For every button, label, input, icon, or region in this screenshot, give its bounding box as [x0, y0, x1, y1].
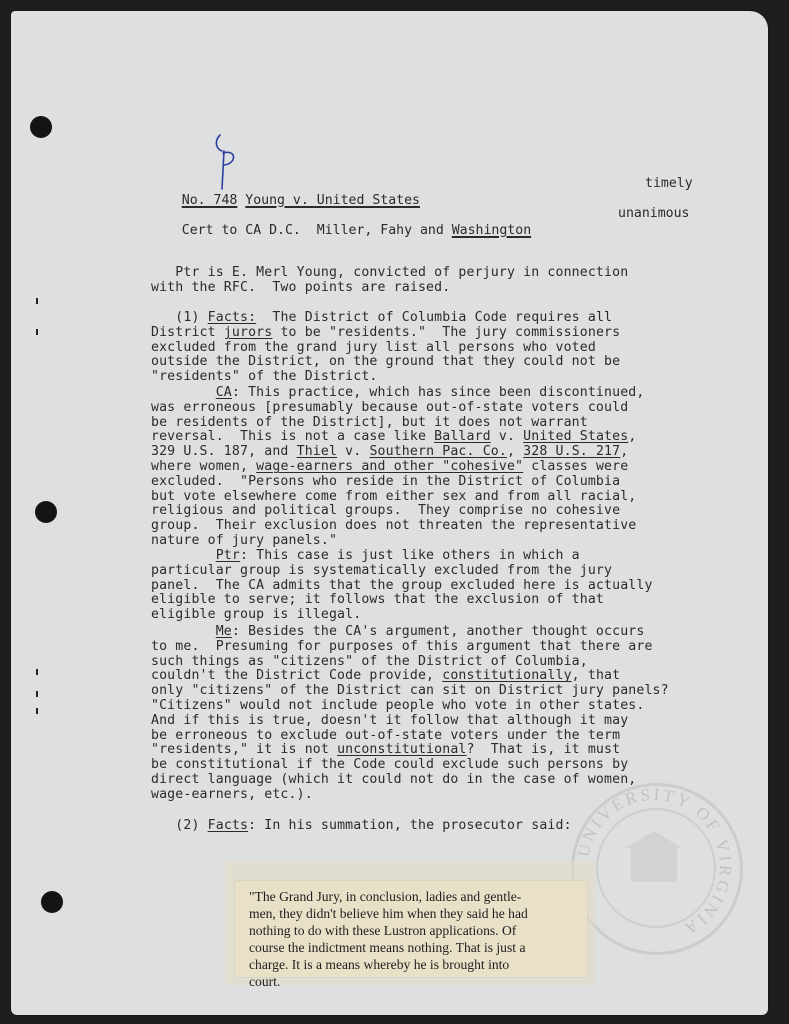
text-segment: : This case is just like others in which a [240, 548, 580, 563]
text-segment: direct language (which it could not do in the case of women, [151, 771, 637, 787]
text-line [151, 729, 711, 744]
underlined-text: CA [215, 385, 232, 400]
text-segment: The District of Columbia Code requires all [256, 310, 613, 325]
case-number: No. 748 [181, 193, 238, 208]
margin-mark [36, 691, 38, 697]
underlined-text: 328 U.S. 217 [523, 444, 621, 460]
text-segment: where women, [151, 458, 257, 474]
text-segment: "residents" of the District. [151, 369, 378, 385]
margin-mark [36, 298, 38, 304]
text-line: course the indictment means nothing. That is just a [249, 940, 526, 955]
text-segment: 329 U.S. 187, and [151, 444, 297, 460]
punch-hole-middle [35, 501, 57, 523]
text-segment: "Citizens" would not include people who vote in other states. [151, 697, 645, 713]
text-segment: , [506, 444, 524, 460]
underlined-text: United States [523, 429, 629, 445]
judges-prefix: Miller, Fahy and [316, 223, 452, 238]
text-segment: panel. The CA admits that the group excluded here is actually [151, 577, 653, 593]
judge-underlined: Washington [451, 223, 532, 238]
text-segment: outside the District, on the ground that they could not be [151, 354, 621, 370]
text-segment: (1) [151, 310, 208, 325]
text-line [151, 355, 711, 370]
underlined-text: Ballard [434, 429, 491, 445]
text-line [151, 684, 711, 699]
text-segment: ? That is, it must [466, 742, 621, 758]
cert-line [150, 208, 531, 253]
university-seal-watermark [571, 783, 743, 955]
text-line [151, 490, 711, 505]
text-line: men, they didn't believe him when they said he had [249, 906, 528, 921]
text-line [151, 504, 711, 519]
text-line [151, 430, 711, 445]
underlined-text: wage-earners and other "cohesive" [256, 458, 524, 474]
text-segment: , that [571, 668, 621, 684]
text-segment: classes were [523, 458, 629, 474]
underlined-text: Me [215, 624, 232, 639]
margin-mark [36, 669, 38, 675]
intro-paragraph [151, 266, 711, 296]
point-one-facts [151, 311, 711, 385]
text-line [151, 699, 711, 714]
text-line [151, 564, 711, 579]
vote-label: unanimous [618, 206, 690, 221]
underlined-text: Southern Pac. Co. [369, 444, 507, 460]
text-segment: wage-earners, etc.). [151, 786, 313, 802]
text-segment: reversal. This is not a case like [151, 429, 435, 445]
text-line [151, 341, 711, 356]
text-line: court. [249, 974, 281, 989]
margin-mark [36, 329, 38, 335]
text-line: Ptr is E. Merl Young, convicted of perjury in connection [151, 265, 629, 280]
underlined-text: constitutionally [442, 668, 572, 684]
clipping-quote [249, 888, 589, 990]
underlined-text: jurors [223, 324, 273, 340]
text-segment: : Besides the CA's argument, another thought occurs [231, 624, 645, 639]
text-line [151, 460, 711, 475]
text-line: "The Grand Jury, in conclusion, ladies and gentle- [249, 889, 522, 904]
text-segment: (2) [151, 818, 208, 833]
handwritten-mark [210, 131, 240, 191]
punch-hole-top [30, 116, 52, 138]
text-line: charge. It is a means whereby he is brought into [249, 957, 510, 972]
margin-mark [36, 708, 38, 714]
text-line [151, 549, 711, 564]
underlined-text: Thiel [296, 444, 338, 460]
case-title: Young v. United States [245, 193, 420, 208]
text-segment: District [151, 324, 224, 340]
text-segment: to me. Presuming for purposes of this argument that there are [151, 638, 653, 654]
text-line [151, 326, 711, 341]
watermark-text: UNIVERSITY OF VIRGINIA [573, 784, 736, 940]
text-line [151, 655, 711, 670]
text-line [151, 445, 711, 460]
text-segment: : This practice, which has since been discontinued, [231, 385, 645, 400]
text-segment: be erroneous to exclude out-of-state voters under the term [151, 727, 621, 743]
text-line [151, 386, 711, 401]
text-segment: group. Their exclusion does not threaten the representative [151, 518, 637, 534]
text-line [151, 370, 711, 385]
text-line [151, 593, 711, 608]
text-line [151, 640, 711, 655]
text-segment: particular group is systematically excluded from the jury [151, 562, 613, 578]
text-segment [151, 385, 216, 400]
text-line [151, 608, 711, 623]
text-segment: religious and political groups. They comprise no cohesive [151, 503, 621, 519]
text-line: with the RFC. Two points are raised. [151, 279, 451, 295]
text-segment: v. [337, 444, 370, 460]
text-segment: , [628, 429, 637, 445]
text-segment: "residents," it is not [151, 742, 338, 758]
text-line [151, 743, 711, 758]
text-line [151, 519, 711, 534]
text-segment: couldn't the District Code provide, [151, 668, 443, 684]
text-segment: nature of jury panels." [151, 532, 338, 548]
text-line [151, 714, 711, 729]
text-line [151, 401, 711, 416]
text-line [151, 819, 711, 834]
point-one-ca [151, 386, 711, 549]
underlined-text: Facts [207, 818, 249, 833]
typed-memo-page [11, 11, 768, 1015]
text-segment: such things as "citizens" of the District of Columbia, [151, 653, 588, 669]
text-line [151, 788, 711, 803]
underlined-text: unconstitutional [337, 742, 467, 758]
text-line [151, 475, 711, 490]
cert-court: Cert to CA D.C. [181, 223, 301, 238]
text-line [151, 416, 711, 431]
text-line [151, 669, 711, 684]
text-line [151, 579, 711, 594]
text-segment [151, 548, 216, 563]
text-segment: to be "residents." The jury commissioners [272, 324, 621, 340]
text-line [151, 311, 711, 326]
text-segment: v. [490, 429, 524, 445]
punch-hole-bottom [41, 891, 63, 913]
text-segment: was erroneous [presumably because out-of-state voters could [151, 399, 629, 415]
text-segment: only "citizens" of the District can sit on District jury panels? [151, 683, 669, 699]
text-segment: And if this is true, doesn't it follow that although it may [151, 712, 629, 728]
handwritten-mark-text: p [210, 131, 211, 132]
point-one-ptr [151, 549, 711, 623]
text-line [151, 758, 711, 773]
text-segment: , [620, 444, 629, 460]
text-line [151, 625, 711, 640]
text-segment: eligible to serve; it follows that the exclusion of that [151, 592, 605, 608]
underlined-text: Facts: [207, 310, 257, 325]
text-segment: excluded from the grand jury list all persons who voted [151, 339, 596, 355]
text-segment [151, 624, 216, 639]
text-segment: eligible group is illegal. [151, 607, 362, 623]
text-line: nothing to do with these Lustron applications. Of [249, 923, 517, 938]
timeliness-label: timely [645, 176, 693, 191]
point-one-me [151, 625, 711, 803]
text-segment: excluded. "Persons who reside in the District of Columbia [151, 473, 621, 489]
text-line [151, 534, 711, 549]
text-segment: be residents of the District], but it does not warrant [151, 414, 588, 430]
text-line [151, 773, 711, 788]
underlined-text: Ptr [215, 548, 240, 563]
text-segment: but vote elsewhere come from either sex and from all racial, [151, 488, 637, 504]
text-segment: : In his summation, the prosecutor said: [248, 818, 572, 833]
text-segment: be constitutional if the Code could exclude such persons by [151, 757, 629, 773]
point-two-facts [151, 819, 711, 834]
